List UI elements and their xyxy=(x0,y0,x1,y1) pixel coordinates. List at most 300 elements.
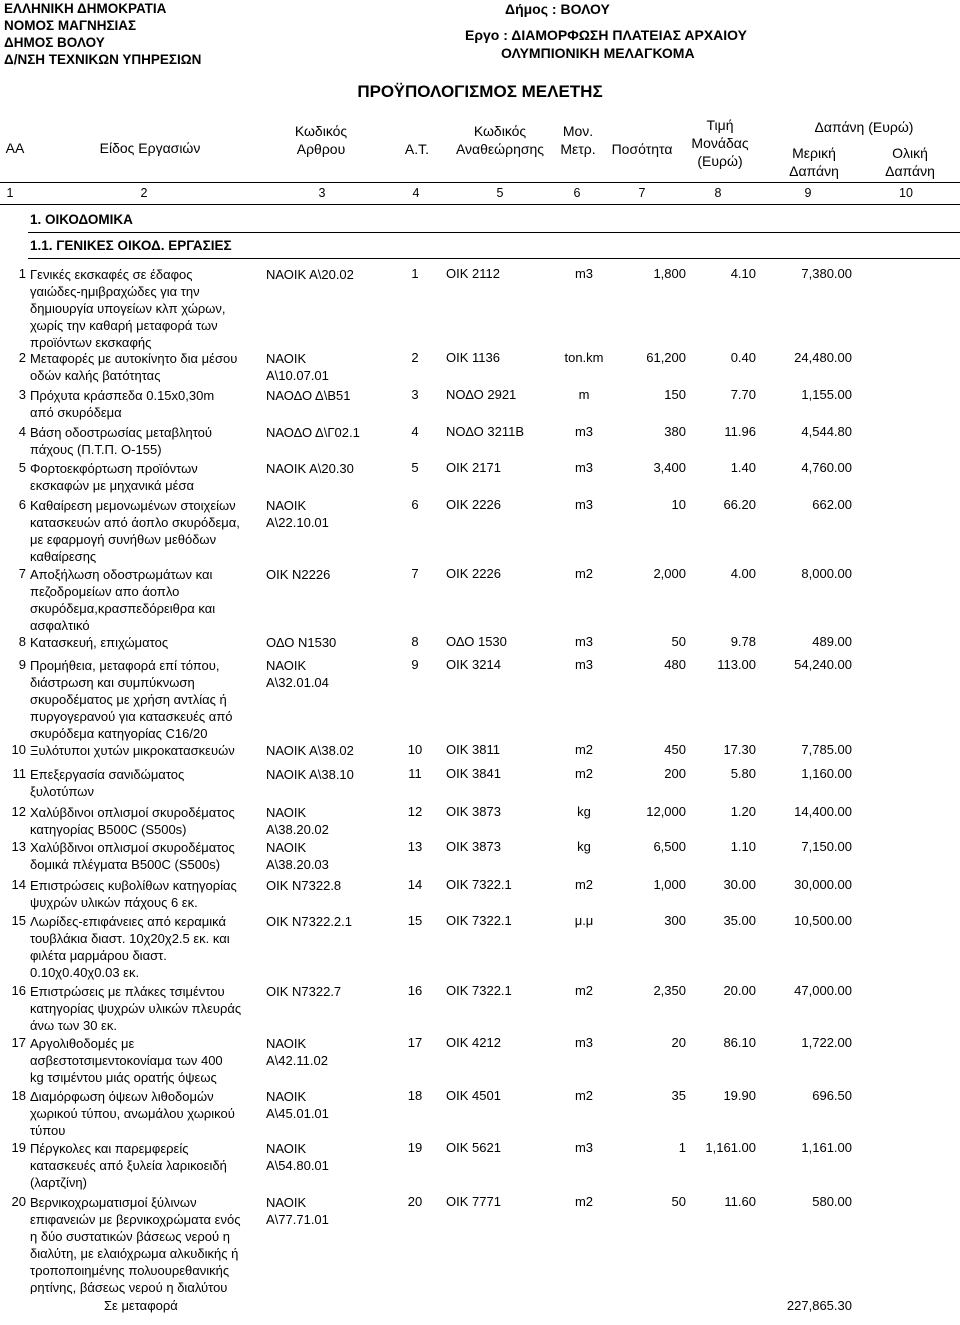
description-line: kg τσιμέντου μιάς ορατής όψεως xyxy=(30,1070,217,1085)
item-number: 8 xyxy=(18,634,26,649)
section-title: 1. ΟΙΚΟΔΟΜΙΚΑ xyxy=(30,212,133,227)
description-line: εκσκαφών με μηχανικά μέσα xyxy=(30,478,194,493)
table-row xyxy=(0,497,960,566)
col-at: Α.Τ. xyxy=(404,141,430,157)
article-code-line: ΝΑΟΙΚ xyxy=(266,805,307,820)
description-line: κατηγορίας B500C (S500s) xyxy=(30,822,187,837)
col-article-code-l1: Κωδικός xyxy=(294,123,348,139)
article-code-line: ΟΙΚ Ν7322.8 xyxy=(266,878,342,893)
item-description xyxy=(30,460,262,497)
price-list-no: 17 xyxy=(407,1035,423,1050)
quantity: 1,800 xyxy=(653,266,686,281)
price-list-no: 12 xyxy=(407,804,423,819)
col-work-type: Είδος Εργασιών xyxy=(99,140,201,156)
unit: m3 xyxy=(574,460,594,475)
article-code xyxy=(266,350,400,384)
price-list-no: 10 xyxy=(407,742,423,757)
item-description xyxy=(30,657,262,742)
item-description xyxy=(30,1035,262,1088)
unit-price: 66.20 xyxy=(723,497,756,512)
col-quantity: Ποσότητα xyxy=(611,141,673,157)
price-list-no: 16 xyxy=(407,983,423,998)
revision-code: ΟΙΚ 3811 xyxy=(446,742,500,757)
unit-price: 113.00 xyxy=(717,657,756,672)
article-code-line: ΟΙΚ Ν7322.7 xyxy=(266,984,342,999)
description-line: Μεταφορές με αυτοκίνητο δια μέσου xyxy=(30,351,238,366)
unit: m2 xyxy=(574,877,594,892)
article-code xyxy=(266,983,400,1000)
unit: μ.μ xyxy=(574,913,594,928)
unit: m2 xyxy=(574,983,594,998)
description-line: (λαρτζίνη) xyxy=(30,1175,87,1190)
col-price-l2: Μονάδας xyxy=(691,135,749,151)
price-list-no: 2 xyxy=(411,350,419,365)
item-number: 5 xyxy=(18,460,26,475)
quantity: 6,500 xyxy=(653,839,686,854)
price-list-no: 7 xyxy=(411,566,419,581)
article-code-line: Α\10.07.01 xyxy=(266,368,329,383)
quantity: 300 xyxy=(664,913,686,928)
item-description xyxy=(30,804,262,839)
table-row xyxy=(0,983,960,1035)
unit: m3 xyxy=(574,657,594,672)
unit-price: 1,161.00 xyxy=(705,1140,756,1155)
unit: m2 xyxy=(574,566,594,581)
description-line: διαλύτη, με ελαιόχρωμα αλκυδικής ή xyxy=(30,1246,239,1261)
partial-cost: 662.00 xyxy=(812,497,852,512)
page-title: ΠΡΟΫΠΟΛΟΓΙΣΜΟΣ ΜΕΛΕΤΗΣ xyxy=(357,82,603,101)
article-code xyxy=(266,1035,400,1069)
revision-code: ΟΙΚ 4501 xyxy=(446,1088,501,1103)
description-line: σκυρόδεμα κατηγορίας C16/20 xyxy=(30,726,208,741)
price-list-no: 13 xyxy=(407,839,423,854)
item-number: 3 xyxy=(18,387,26,402)
article-code-line: Α\38.20.03 xyxy=(266,857,329,872)
price-list-no: 6 xyxy=(411,497,419,512)
article-code xyxy=(266,634,400,651)
description-line: ψυχρών υλικών πάχους 6 εκ. xyxy=(30,895,198,910)
description-line: προϊόντων εκσκαφής xyxy=(30,335,152,350)
article-code xyxy=(266,266,400,283)
col-number: 4 xyxy=(412,186,420,200)
col-number: 10 xyxy=(899,186,913,200)
unit: m3 xyxy=(574,634,594,649)
item-number: 12 xyxy=(11,804,26,819)
revision-code: ΟΙΚ 4212 xyxy=(446,1035,501,1050)
article-code-line: ΝΑΟΙΚ xyxy=(266,1089,307,1104)
price-list-no: 18 xyxy=(407,1088,423,1103)
description-line: Διαμόρφωση όψεων λιθοδομών xyxy=(30,1089,214,1104)
quantity: 480 xyxy=(664,657,686,672)
item-description xyxy=(30,350,262,387)
revision-code: ΟΙΚ 2226 xyxy=(446,566,501,581)
description-line: πεζοδρομείων απο άοπλο xyxy=(30,584,180,599)
article-code xyxy=(266,913,400,930)
item-number: 11 xyxy=(12,766,26,781)
quantity: 10 xyxy=(671,497,686,512)
description-line: Προμήθεια, μεταφορά επί τόπου, xyxy=(30,658,220,673)
col-number: 7 xyxy=(638,186,646,200)
item-description xyxy=(30,387,262,424)
partial-cost: 30,000.00 xyxy=(794,877,852,892)
description-line: επιφανειών με βερνικοχρώματα ενός xyxy=(30,1212,241,1227)
revision-code: ΟΙΚ 7322.1 xyxy=(446,877,512,892)
price-list-no: 5 xyxy=(411,460,419,475)
item-number: 6 xyxy=(18,497,26,512)
article-code xyxy=(266,839,400,873)
table-row xyxy=(0,266,960,350)
table-row xyxy=(0,1194,960,1294)
quantity: 150 xyxy=(664,387,686,402)
article-code-line: ΝΑΟΙΚ xyxy=(266,658,307,673)
article-code xyxy=(266,1194,400,1228)
item-number: 17 xyxy=(11,1035,26,1050)
unit: ton.km xyxy=(564,350,604,365)
partial-cost: 580.00 xyxy=(812,1194,852,1209)
header-divider xyxy=(0,182,960,183)
description-line: Φορτοεκφόρτωση προϊόντων xyxy=(30,461,198,476)
subsection-title: 1.1. ΓΕΝΙΚΕΣ ΟΙΚΟΔ. ΕΡΓΑΣΙΕΣ xyxy=(30,238,232,253)
quantity: 200 xyxy=(664,766,686,781)
item-description xyxy=(30,913,262,983)
item-number: 1 xyxy=(18,266,26,281)
article-code-line: Α\42.11.02 xyxy=(266,1053,328,1068)
carry-total: 227,865.30 xyxy=(786,1298,852,1313)
article-code xyxy=(266,804,400,838)
unit-price: 4.10 xyxy=(730,266,756,281)
price-list-no: 4 xyxy=(411,424,419,439)
description-line: γαιώδες-ημιβραχώδες για την xyxy=(30,284,200,299)
col-cost-group: Δαπάνη (Ευρώ) xyxy=(814,119,914,135)
description-line: με εφαρμογή συνήθων μεθόδων xyxy=(30,532,217,547)
unit: m3 xyxy=(574,266,594,281)
article-code-line: ΟΙΚ Ν7322.2.1 xyxy=(266,914,352,929)
article-code-line: Α\77.71.01 xyxy=(266,1212,329,1227)
item-description xyxy=(30,839,262,877)
quantity: 380 xyxy=(664,424,686,439)
price-list-no: 19 xyxy=(407,1140,423,1155)
col-unit-l2: Μετρ. xyxy=(560,141,596,157)
table-row xyxy=(0,742,960,766)
item-description xyxy=(30,983,262,1035)
revision-code: ΟΙΚ 2226 xyxy=(446,497,501,512)
description-line: φιλέτα μαρμάρου διαστ. xyxy=(30,948,167,963)
quantity: 20 xyxy=(671,1035,686,1050)
quantity: 1 xyxy=(678,1140,686,1155)
unit: m3 xyxy=(574,424,594,439)
table-row xyxy=(0,350,960,387)
partial-cost: 54,240.00 xyxy=(794,657,852,672)
partial-cost: 7,380.00 xyxy=(801,266,852,281)
description-line: από σκυρόδεμα xyxy=(30,405,122,420)
subsection-underline xyxy=(28,258,960,259)
partial-cost: 7,785.00 xyxy=(801,742,852,757)
item-description xyxy=(30,634,262,657)
unit: m3 xyxy=(574,1140,594,1155)
price-list-no: 20 xyxy=(407,1194,423,1209)
table-row xyxy=(0,804,960,839)
article-code xyxy=(266,497,400,531)
description-line: Χαλύβδινοι οπλισμοί σκυροδέματος xyxy=(30,840,235,855)
price-list-no: 9 xyxy=(411,657,419,672)
table-row xyxy=(0,1088,960,1140)
item-number: 18 xyxy=(11,1088,26,1103)
partial-cost: 1,161.00 xyxy=(801,1140,852,1155)
partial-cost: 14,400.00 xyxy=(794,804,852,819)
description-line: Επιστρώσεις κυβολίθων κατηγορίας xyxy=(30,878,237,893)
article-code xyxy=(266,766,400,783)
quantity: 50 xyxy=(671,1194,686,1209)
price-list-no: 1 xyxy=(411,266,419,281)
description-line: Πρόχυτα κράσπεδα 0.15x0,30m xyxy=(30,388,215,403)
description-line: κατηγορίας ψυχρών υλικών πλευράς xyxy=(30,1001,242,1016)
item-description xyxy=(30,566,262,634)
unit: m2 xyxy=(574,1088,594,1103)
revision-code: ΟΙΚ 1136 xyxy=(446,350,500,365)
item-description xyxy=(30,766,262,804)
table-row xyxy=(0,460,960,497)
partial-cost: 47,000.00 xyxy=(794,983,852,998)
col-number: 9 xyxy=(804,186,812,200)
col-number: 2 xyxy=(140,186,148,200)
price-list-no: 15 xyxy=(407,913,423,928)
quantity: 3,400 xyxy=(653,460,686,475)
description-line: Ξυλότυποι χυτών μικροκατασκευών xyxy=(30,743,235,758)
article-code-line: ΝΑΟΙΚ Α\20.30 xyxy=(266,461,354,476)
unit-price: 7.70 xyxy=(730,387,756,402)
org-line: Δ/ΝΣΗ ΤΕΧΝΙΚΩΝ ΥΠΗΡΕΣΙΩΝ xyxy=(4,52,202,67)
article-code-line: ΝΑΟΙΚ xyxy=(266,351,307,366)
section-underline xyxy=(28,232,960,233)
col-revision-l1: Κωδικός xyxy=(473,123,527,139)
col-revision-l2: Αναθεώρησης xyxy=(455,141,545,157)
quantity: 1,000 xyxy=(653,877,686,892)
table-row xyxy=(0,1035,960,1088)
description-line: Βάση οδοστρωσίας μεταβλητού xyxy=(30,425,213,440)
description-line: Καθαίρεση μεμονωμένων στοιχείων xyxy=(30,498,236,513)
table-row xyxy=(0,839,960,877)
partial-cost: 696.50 xyxy=(812,1088,852,1103)
description-line: διάστρωση και συμπύκνωση xyxy=(30,675,195,690)
price-list-no: 14 xyxy=(407,877,423,892)
article-code-line: ΝΑΟΔΟ Δ\Β51 xyxy=(266,388,351,403)
article-code xyxy=(266,387,400,404)
article-code-line: Α\54.80.01 xyxy=(266,1158,329,1173)
org-line: ΝΟΜΟΣ ΜΑΓΝΗΣΙΑΣ xyxy=(4,18,137,33)
table-row xyxy=(0,634,960,657)
revision-code: ΟΙΚ 7322.1 xyxy=(446,913,512,928)
unit: m xyxy=(578,387,590,402)
item-description xyxy=(30,1194,262,1294)
item-number: 20 xyxy=(11,1194,26,1209)
col-number: 5 xyxy=(496,186,504,200)
partial-cost: 1,155.00 xyxy=(801,387,852,402)
partial-cost: 10,500.00 xyxy=(794,913,852,928)
description-line: καθαίρεσης xyxy=(30,549,97,564)
col-total-l2: Δαπάνη xyxy=(885,163,935,179)
quantity: 12,000 xyxy=(646,804,686,819)
partial-cost: 1,722.00 xyxy=(801,1035,852,1050)
description-line: Βερνικοχρωματισμοί ξύλινων xyxy=(30,1195,197,1210)
quantity: 35 xyxy=(671,1088,686,1103)
partial-cost: 7,150.00 xyxy=(801,839,852,854)
item-description xyxy=(30,266,262,350)
description-line: δομικά πλέγματα B500C (S500s) xyxy=(30,857,221,872)
col-total-l1: Ολική xyxy=(892,145,928,161)
table-row xyxy=(0,1140,960,1194)
description-line: Γενικές εκσκαφές σε έδαφος xyxy=(30,267,193,282)
description-line: δημιουργία υπογείων κλπ χώρων, xyxy=(30,301,226,316)
item-number: 16 xyxy=(11,983,26,998)
unit-price: 19.90 xyxy=(723,1088,756,1103)
column-numbers xyxy=(0,186,960,202)
revision-code: ΟΙΚ 3841 xyxy=(446,766,501,781)
unit: m2 xyxy=(574,1194,594,1209)
article-code xyxy=(266,742,400,759)
price-list-no: 11 xyxy=(408,766,422,781)
col-price-l1: Τιμή xyxy=(706,117,734,133)
table-row xyxy=(0,657,960,742)
unit-price: 1.40 xyxy=(730,460,756,475)
article-code-line: Α\38.20.02 xyxy=(266,822,329,837)
item-description xyxy=(30,497,262,566)
table-row xyxy=(0,566,960,634)
description-line: τουβλάκια διαστ. 10χ20χ2.5 εκ. και xyxy=(30,931,230,946)
description-line: κατασκευές από ξυλεία λαρικοειδή xyxy=(30,1158,227,1173)
description-line: ασφαλτικό xyxy=(30,618,90,633)
description-line: Κατασκευή, επιχώματος xyxy=(30,635,169,650)
partial-cost: 4,760.00 xyxy=(801,460,852,475)
description-line: 0.10χ0.40χ0.03 εκ. xyxy=(30,965,140,980)
project-line-2: ΟΛΥΜΠΙΟΝΙΚΗ ΜΕΛΑΓΚΟΜΑ xyxy=(501,45,695,61)
col-partial-l1: Μερική xyxy=(792,145,836,161)
table-row xyxy=(0,913,960,983)
item-number: 7 xyxy=(18,566,26,581)
article-code-line: ΝΑΟΙΚ xyxy=(266,1036,307,1051)
description-line: ασβεστοτσιμεντοκονίαμα των 400 xyxy=(30,1053,223,1068)
org-line: ΔΗΜΟΣ ΒΟΛΟΥ xyxy=(4,35,105,50)
col-price-l3: (Ευρώ) xyxy=(697,153,743,169)
revision-code: ΟΙΚ 3873 xyxy=(446,839,501,854)
description-line: τύπου xyxy=(30,1123,66,1138)
description-line: πυργογερανού για κατασκευές από xyxy=(30,709,233,724)
col-number: 1 xyxy=(6,186,14,200)
item-description xyxy=(30,1140,262,1194)
table-row xyxy=(0,387,960,424)
column-header xyxy=(0,116,960,180)
partial-cost: 1,160.00 xyxy=(801,766,852,781)
partial-cost: 4,544.80 xyxy=(801,424,852,439)
unit-price: 20.00 xyxy=(723,983,756,998)
article-code-line: Α\32.01.04 xyxy=(266,675,329,690)
unit: m3 xyxy=(574,497,594,512)
unit-price: 9.78 xyxy=(730,634,756,649)
col-aa: ΑΑ xyxy=(5,140,25,156)
partial-cost: 489.00 xyxy=(812,634,852,649)
unit-price: 1.20 xyxy=(730,804,756,819)
item-number: 2 xyxy=(18,350,26,365)
item-description xyxy=(30,877,262,913)
quantity: 61,200 xyxy=(646,350,686,365)
quantity: 450 xyxy=(664,742,686,757)
partial-cost: 24,480.00 xyxy=(794,350,852,365)
table-row xyxy=(0,424,960,460)
municipality: Δήμος : ΒΟΛΟΥ xyxy=(505,1,610,17)
unit-price: 30.00 xyxy=(723,877,756,892)
col-number: 3 xyxy=(318,186,326,200)
header-left xyxy=(4,0,201,68)
unit-price: 17.30 xyxy=(723,742,756,757)
unit: kg xyxy=(577,804,591,819)
revision-code: ΟΙΚ 3214 xyxy=(446,657,501,672)
quantity: 50 xyxy=(671,634,686,649)
article-code-line: ΝΑΟΙΚ xyxy=(266,1141,307,1156)
unit-price: 1.10 xyxy=(730,839,756,854)
revision-code: ΟΔΟ 1530 xyxy=(446,634,507,649)
article-code xyxy=(266,460,400,477)
col-partial-l2: Δαπάνη xyxy=(789,163,839,179)
description-line: σκυρόδεμα,κρασπεδόρειθρα και xyxy=(30,601,216,616)
description-line: ρητίνης, βάσεως νερού η διαλύτου xyxy=(30,1280,228,1294)
article-code-line: ΝΑΟΙΚ Α\38.10 xyxy=(266,767,354,782)
article-code xyxy=(266,657,400,691)
revision-code: ΟΙΚ 3873 xyxy=(446,804,501,819)
quantity: 2,350 xyxy=(653,983,686,998)
article-code-line: ΝΑΟΙΚ xyxy=(266,840,307,855)
description-line: Επιστρώσεις με πλάκες τσιμέντου xyxy=(30,984,225,999)
item-number: 15 xyxy=(11,913,26,928)
unit-price: 11.60 xyxy=(724,1194,756,1209)
article-code-line: Α\22.10.01 xyxy=(266,515,329,530)
revision-code: ΟΙΚ 2112 xyxy=(446,266,500,281)
col-number: 6 xyxy=(573,186,581,200)
description-line: Λωρίδες-επιφάνειες από κεραμικά xyxy=(30,914,226,929)
article-code xyxy=(266,1140,400,1174)
article-code-line: ΝΑΟΙΚ Α\20.02 xyxy=(266,267,354,282)
description-line: η δύο συστατικών βάσεως νερού η xyxy=(30,1229,230,1244)
header-right xyxy=(465,0,747,62)
unit: m2 xyxy=(574,742,594,757)
item-description xyxy=(30,1088,262,1140)
description-line: Πέργκολες και παρεμφερείς xyxy=(30,1141,189,1156)
revision-code: ΟΙΚ 5621 xyxy=(446,1140,501,1155)
description-line: άνω των 30 εκ. xyxy=(30,1018,117,1033)
unit: m3 xyxy=(574,1035,594,1050)
item-number: 19 xyxy=(11,1140,26,1155)
item-number: 10 xyxy=(11,742,26,757)
quantity: 2,000 xyxy=(653,566,686,581)
unit-price: 0.40 xyxy=(730,350,756,365)
item-description xyxy=(30,742,262,766)
price-list-no: 8 xyxy=(411,634,419,649)
article-code-line: ΟΙΚ Ν2226 xyxy=(266,567,331,582)
item-number: 13 xyxy=(11,839,26,854)
item-number: 14 xyxy=(11,877,26,892)
table-row xyxy=(0,877,960,913)
unit-price: 86.10 xyxy=(723,1035,756,1050)
revision-code: ΝΟΔΟ 3211Β xyxy=(446,424,524,439)
description-line: κατασκευών από άοπλο σκυρόδεμα, xyxy=(30,515,240,530)
revision-code: ΟΙΚ 7771 xyxy=(446,1194,501,1209)
description-line: πάχους (Π.Τ.Π. Ο-155) xyxy=(30,442,162,457)
article-code-line: ΝΑΟΙΚ Α\38.02 xyxy=(266,743,354,758)
description-line: τροποποιημένης πολυουρεθανικής xyxy=(30,1263,230,1278)
article-code-line: ΝΑΟΔΟ Δ\Γ02.1 xyxy=(266,425,360,440)
description-line: Αποξήλωση οδοστρωμάτων και xyxy=(30,567,213,582)
unit: kg xyxy=(577,839,591,854)
article-code xyxy=(266,566,400,583)
col-number: 8 xyxy=(714,186,722,200)
